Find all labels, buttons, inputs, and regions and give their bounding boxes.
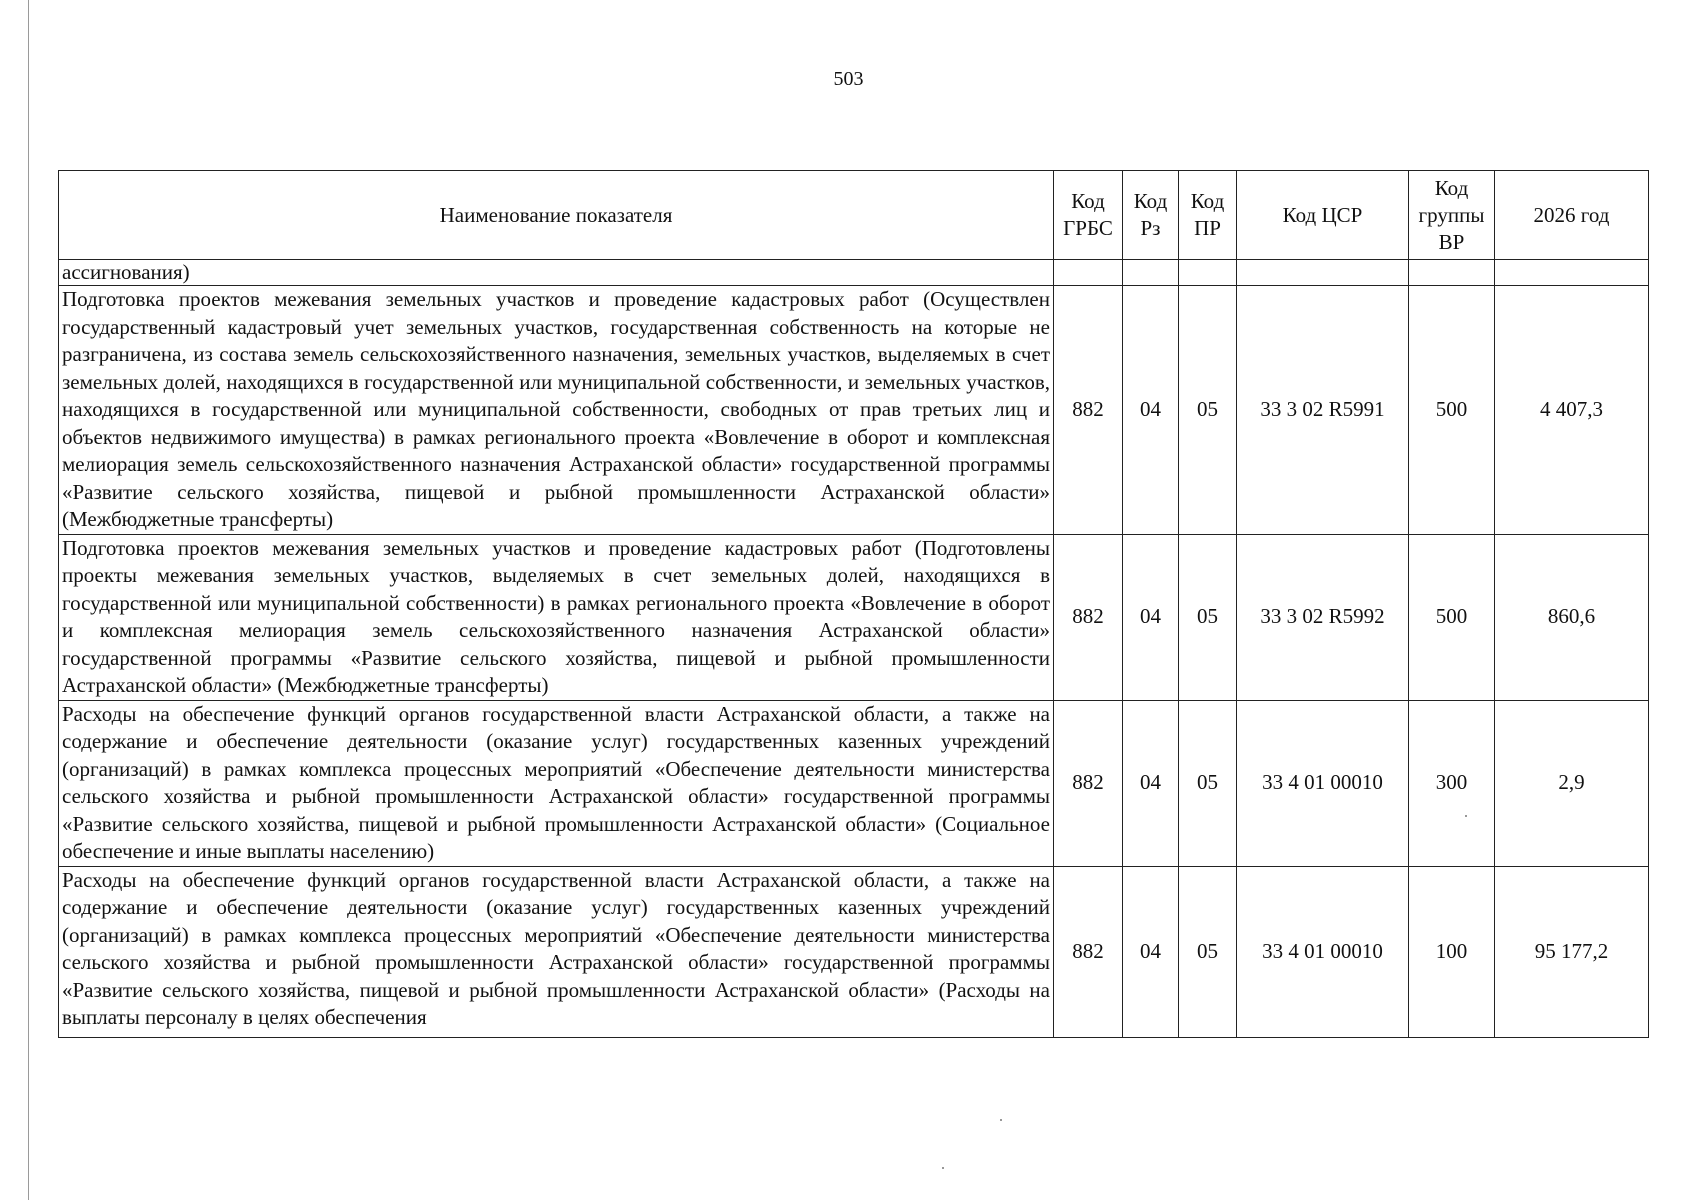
row-grbs: 882: [1054, 534, 1123, 700]
table-row: [59, 866, 1649, 1037]
row-rz: [1123, 260, 1179, 286]
row-grbs: [1054, 260, 1123, 286]
scan-speck: [942, 1167, 944, 1169]
row-value: 4 407,3: [1495, 286, 1649, 535]
scan-speck: [1000, 1119, 1002, 1121]
row-name-cell: [59, 866, 1054, 1037]
page-margin-line: [28, 0, 29, 1200]
table-row: [59, 534, 1649, 700]
row-grbs: 882: [1054, 866, 1123, 1037]
row-vr: 500: [1409, 534, 1495, 700]
row-value: [1495, 260, 1649, 286]
row-grbs: 882: [1054, 286, 1123, 535]
row-vr: 100: [1409, 866, 1495, 1037]
table-row: [59, 286, 1649, 535]
header-rz: Код Рз: [1123, 171, 1179, 260]
table-row: [59, 700, 1649, 866]
row-pr: 05: [1179, 866, 1237, 1037]
table-header-row: [59, 171, 1649, 260]
row-pr: [1179, 260, 1237, 286]
header-name: Наименование показателя: [59, 171, 1054, 260]
row-rz: 04: [1123, 286, 1179, 535]
header-csr: Код ЦСР: [1237, 171, 1409, 260]
header-grbs: Код ГРБС: [1054, 171, 1123, 260]
row-name: Подготовка проектов межевания земельных участков и проведение кадастровых работ (Осуществлен государственный кадастровый учет земельных участков, государственная собственность на которые не разграничена, из состава земель сельскохозяйственного назначения, земельных участков, выделяемых в счет земельных долей, находящихся в государственной или муниципальной собственности, и земельных участков, находящихся в государственной или муниципальной собственности, свободных от прав третьих лиц и объектов недвижимого имущества) в рамках регионального проекта «Вовлечение в оборот и комплексная мелиорация земель сельскохозяйственного назначения Астраханской области» государственной программы «Развитие сельского хозяйства, пищевой и рыбной промышленности Астраханской области» (Межбюджетные трансферты): [59, 286, 1054, 535]
row-csr: [1237, 260, 1409, 286]
header-pr: Код ПР: [1179, 171, 1237, 260]
row-name: ассигнования): [59, 260, 1054, 286]
row-csr: 33 3 02 R5991: [1237, 286, 1409, 535]
page-number: 503: [833, 68, 864, 90]
row-rz: 04: [1123, 534, 1179, 700]
budget-table: [58, 170, 1649, 1038]
row-rz: 04: [1123, 700, 1179, 866]
row-name: Подготовка проектов межевания земельных участков и проведение кадастровых работ (Подготовлены проекты межевания земельных участков, выделяемых в счет земельных долей, находящихся в государственной или муниципальной собственности) в рамках регионального проекта «Вовлечение в оборот и комплексная мелиорация земель сельскохозяйственного назначения Астраханской области» государственной программы «Развитие сельского хозяйства, пищевой и рыбной промышленности Астраханской области» (Межбюджетные трансферты): [59, 534, 1054, 700]
row-value: 2,9: [1495, 700, 1649, 866]
row-pr: 05: [1179, 286, 1237, 535]
row-grbs: 882: [1054, 700, 1123, 866]
row-name: Расходы на обеспечение функций органов государственной власти Астраханской области, а также на содержание и обеспечение деятельности (оказание услуг) государственных казенных учреждений (организаций) в рамках комплекса процессных мероприятий «Обеспечение деятельности министерства сельского хозяйства и рыбной промышленности Астраханской области» государственной программы «Развитие сельского хозяйства, пищевой и рыбной промышленности Астраханской области» (Расходы на выплаты персоналу в целях обеспечения: [62, 867, 1050, 1029]
row-vr: 300: [1409, 700, 1495, 866]
row-csr: 33 3 02 R5992: [1237, 534, 1409, 700]
row-pr: 05: [1179, 700, 1237, 866]
row-csr: 33 4 01 00010: [1237, 700, 1409, 866]
table-row: [59, 260, 1649, 286]
row-name: Расходы на обеспечение функций органов государственной власти Астраханской области, а также на содержание и обеспечение деятельности (оказание услуг) государственных казенных учреждений (организаций) в рамках комплекса процессных мероприятий «Обеспечение деятельности министерства сельского хозяйства и рыбной промышленности Астраханской области» государственной программы «Развитие сельского хозяйства, пищевой и рыбной промышленности Астраханской области» (Социальное обеспечение и иные выплаты населению): [59, 700, 1054, 866]
header-year: 2026 год: [1495, 171, 1649, 260]
row-vr: [1409, 260, 1495, 286]
row-value: 860,6: [1495, 534, 1649, 700]
row-value: 95 177,2: [1495, 866, 1649, 1037]
header-vr: Код группы ВР: [1409, 171, 1495, 260]
row-rz: 04: [1123, 866, 1179, 1037]
row-pr: 05: [1179, 534, 1237, 700]
scan-speck: [1465, 815, 1467, 817]
row-vr: 500: [1409, 286, 1495, 535]
row-csr: 33 4 01 00010: [1237, 866, 1409, 1037]
